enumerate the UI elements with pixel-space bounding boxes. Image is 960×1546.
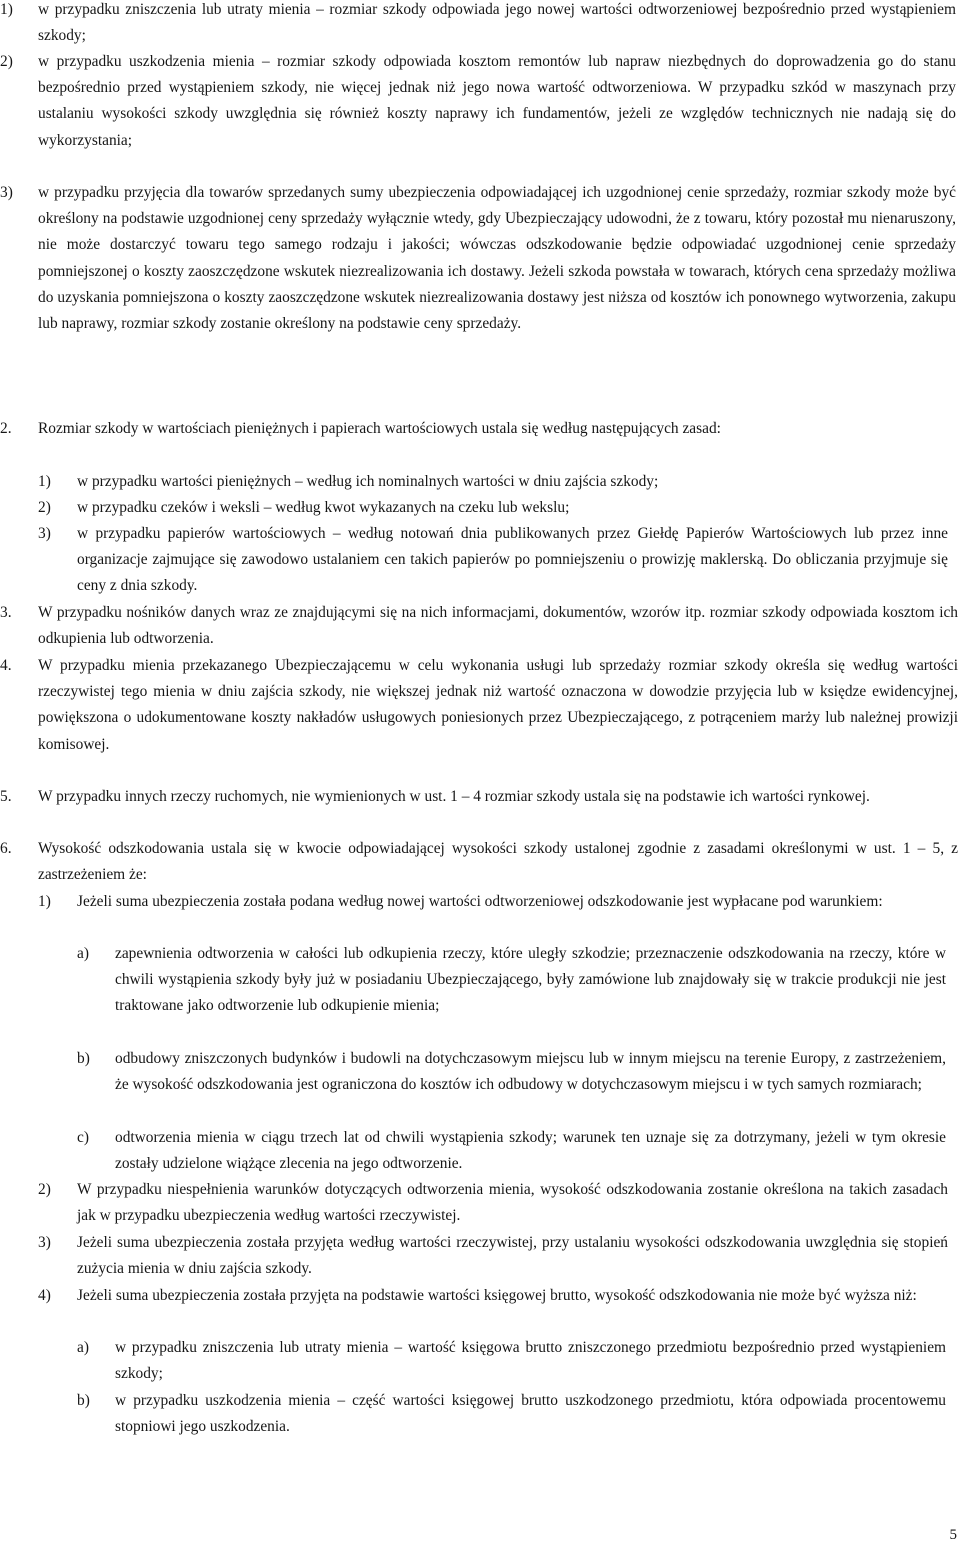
item-marker: 2) xyxy=(38,1181,51,1198)
item-marker: 3) xyxy=(38,525,51,542)
list-item xyxy=(0,1283,960,1309)
list-item xyxy=(0,495,960,521)
paragraph-3 xyxy=(0,600,960,652)
list-item xyxy=(0,1125,960,1177)
item-text: w przypadku zniszczenia lub utraty mienia – rozmiar szkody odpowiada jego nowej wartości odtworzeniowej bezpośrednio przed wystąpieniem szkody; xyxy=(38,1,956,45)
item-text: w przypadku przyjęcia dla towarów sprzedanych sumy ubezpieczenia odpowiadającej ich uzgodnionej cenie sprzedaży, rozmiar szkody może być określony na podstawie uzgodnionej ceny sprzedaży wyłącznie wtedy, gdy Ubezpieczający udowodni, że z towaru, który pozostał mu nienaruszony, nie może dostarczyć towaru tego samego rodzaju i jakości; wówczas odszkodowanie będzie odpowiadać uzgodnionej cenie sprzedaży pomniejszonej o koszty zaoszczędzone wskutek niezrealizowania ich dostawy. Jeżeli szkoda powstała w towarach, których cena sprzedaży możliwa do uzyskania pomniejszona o koszty zaoszczędzone wskutek niezrealizowania dostawy jest niższa od kosztów ich ponownego wytworzenia, zakupu lub naprawy, rozmiar szkody zostanie określony na podstawie ceny sprzedaży. xyxy=(38,184,956,333)
item-text: Jeżeli suma ubezpieczenia została przyjęta na podstawie wartości księgowej brutto, wysokość odszkodowania nie może być wyższa niż: xyxy=(77,1287,917,1304)
list-item xyxy=(0,1177,960,1229)
paragraph-5 xyxy=(0,784,960,810)
item-marker: 4) xyxy=(38,1287,51,1304)
list-item xyxy=(0,1230,960,1282)
item-text: Jeżeli suma ubezpieczenia została przyjęta według wartości rzeczywistej, przy ustalaniu wysokości odszkodowania uwzględnia się stopień zużycia mienia w dniu zajścia szkody. xyxy=(77,1234,948,1278)
item-text: odtworzenia mienia w ciągu trzech lat od chwili wystąpienia szkody; warunek ten uznaje się za dotrzymany, jeżeli w tym okresie zostały udzielone wiążące zlecenia na jego odtworzenie. xyxy=(115,1129,946,1173)
item-text: w przypadku uszkodzenia mienia – rozmiar szkody odpowiada kosztom remontów lub napraw niezbędnych do doprowadzenia go do stanu bezpośrednio przed wystąpieniem szkody, nie więcej jednak niż jego nowa wartość odtworzeniowa. W przypadku szkód w maszynach przy ustalaniu wysokości szkody uwzględnia się również koszty naprawy ich fundamentów, jeżeli ze względów technicznych nie nadają się do wykorzystania; xyxy=(38,53,956,149)
item-text: odbudowy zniszczonych budynków i budowli na dotychczasowym miejscu lub w innym miejscu na terenie Europy, z zastrzeżeniem, że wysokość odszkodowania jest ograniczona do kosztów ich odbudowy w dotychczasowym miejscu i w tych samych rozmiarach; xyxy=(115,1050,946,1094)
item-marker: 1) xyxy=(38,893,51,910)
item-marker: 3) xyxy=(0,184,13,201)
item-text: zapewnienia odtworzenia w całości lub odkupienia rzeczy, które uległy szkodzie; przeznaczenie odszkodowania na rzeczy, które w chwili wystąpienia szkody były już w posiadaniu Ubezpieczającego, były zamówione lub znajdowały się w trakcie produkcji nie jest traktowane jako odtworzenie lub odkupienie mienia; xyxy=(115,945,946,1015)
list-item xyxy=(0,941,960,1020)
paragraph-text: W przypadku nośników danych wraz ze znajdującymi się na nich informacjami, dokumentów, wzorów itp. rozmiar szkody odpowiada kosztom ich odkupienia lub odtworzenia. xyxy=(38,604,958,648)
paragraph-4 xyxy=(0,653,960,758)
item-marker: 1) xyxy=(38,473,51,490)
paragraph-6 xyxy=(0,836,960,888)
item-text: w przypadku uszkodzenia mienia – część wartości księgowej brutto uszkodzonego przedmiotu, która odpowiada procentowemu stopniowi jego uszkodzenia. xyxy=(115,1392,946,1436)
paragraph-marker: 4. xyxy=(0,657,12,674)
item-marker: 2) xyxy=(0,53,13,70)
item-text: w przypadku papierów wartościowych – według notowań dnia publikowanych przez Giełdę Papierów Wartościowych lub przez inne organizacje zajmujące się zawodowo ustalaniem cen takich papierów po pomniejszeniu o prowizję maklerską. Do obliczania przyjmuje się ceny z dnia szkody. xyxy=(77,525,948,595)
page-number: 5 xyxy=(949,1527,957,1543)
item-text: W przypadku niespełnienia warunków dotyczących odtworzenia mienia, wysokość odszkodowania zostanie określona na takich zasadach jak w przypadku ubezpieczenia według wartości rzeczywistej. xyxy=(77,1181,948,1225)
paragraph-marker: 2. xyxy=(0,420,12,437)
item-text: w przypadku wartości pieniężnych – według ich nominalnych wartości w dniu zajścia szkody; xyxy=(77,473,659,490)
item-marker: 2) xyxy=(38,499,51,516)
item-marker: b) xyxy=(77,1392,90,1409)
list-item xyxy=(0,889,960,915)
item-marker: a) xyxy=(77,945,89,962)
paragraph-marker: 6. xyxy=(0,840,12,857)
list-item xyxy=(0,521,960,600)
item-text: w przypadku czeków i weksli – według kwot wykazanych na czeku lub wekslu; xyxy=(77,499,570,516)
paragraph-marker: 3. xyxy=(0,604,12,621)
list-item xyxy=(0,0,960,49)
paragraph-text: Wysokość odszkodowania ustala się w kwocie odpowiadającej wysokości szkody ustalonej zgodnie z zasadami określonymi w ust. 1 – 5, z zastrzeżeniem że: xyxy=(38,840,958,884)
list-item xyxy=(0,49,960,154)
paragraph-2 xyxy=(0,416,960,442)
paragraph-marker: 5. xyxy=(0,788,12,805)
list-item xyxy=(0,180,960,337)
item-text: w przypadku zniszczenia lub utraty mienia – wartość księgowa brutto zniszczonego przedmiotu bezpośrednio przed wystąpieniem szkody; xyxy=(115,1339,946,1383)
item-marker: a) xyxy=(77,1339,89,1356)
item-marker: b) xyxy=(77,1050,90,1067)
item-marker: 1) xyxy=(0,1,13,18)
paragraph-text: W przypadku mienia przekazanego Ubezpieczającemu w celu wykonania usługi lub sprzedaży rozmiar szkody określa się według wartości rzeczywistej tego mienia w dniu zajścia szkody, nie większej jednak niż wartość oznaczona w dowodzie przyjęcia lub w księdze ewidencyjnej, powiększona o udokumentowane koszty nakładów usługowych poniesionych przez Ubezpieczającego, z potrąceniem marży lub należnej prowizji komisowej. xyxy=(38,657,958,753)
list-item xyxy=(0,1046,960,1098)
list-item xyxy=(0,469,960,495)
item-marker: 3) xyxy=(38,1234,51,1251)
list-item xyxy=(0,1388,960,1440)
list-item xyxy=(0,1335,960,1387)
item-marker: c) xyxy=(77,1129,89,1146)
paragraph-text: W przypadku innych rzeczy ruchomych, nie wymienionych w ust. 1 – 4 rozmiar szkody ustala się na podstawie ich wartości rynkowej. xyxy=(38,788,870,805)
item-text: Jeżeli suma ubezpieczenia została podana według nowej wartości odtworzeniowej odszkodowanie jest wypłacane pod warunkiem: xyxy=(77,893,883,910)
paragraph-text: Rozmiar szkody w wartościach pieniężnych i papierach wartościowych ustala się według następujących zasad: xyxy=(38,420,721,437)
